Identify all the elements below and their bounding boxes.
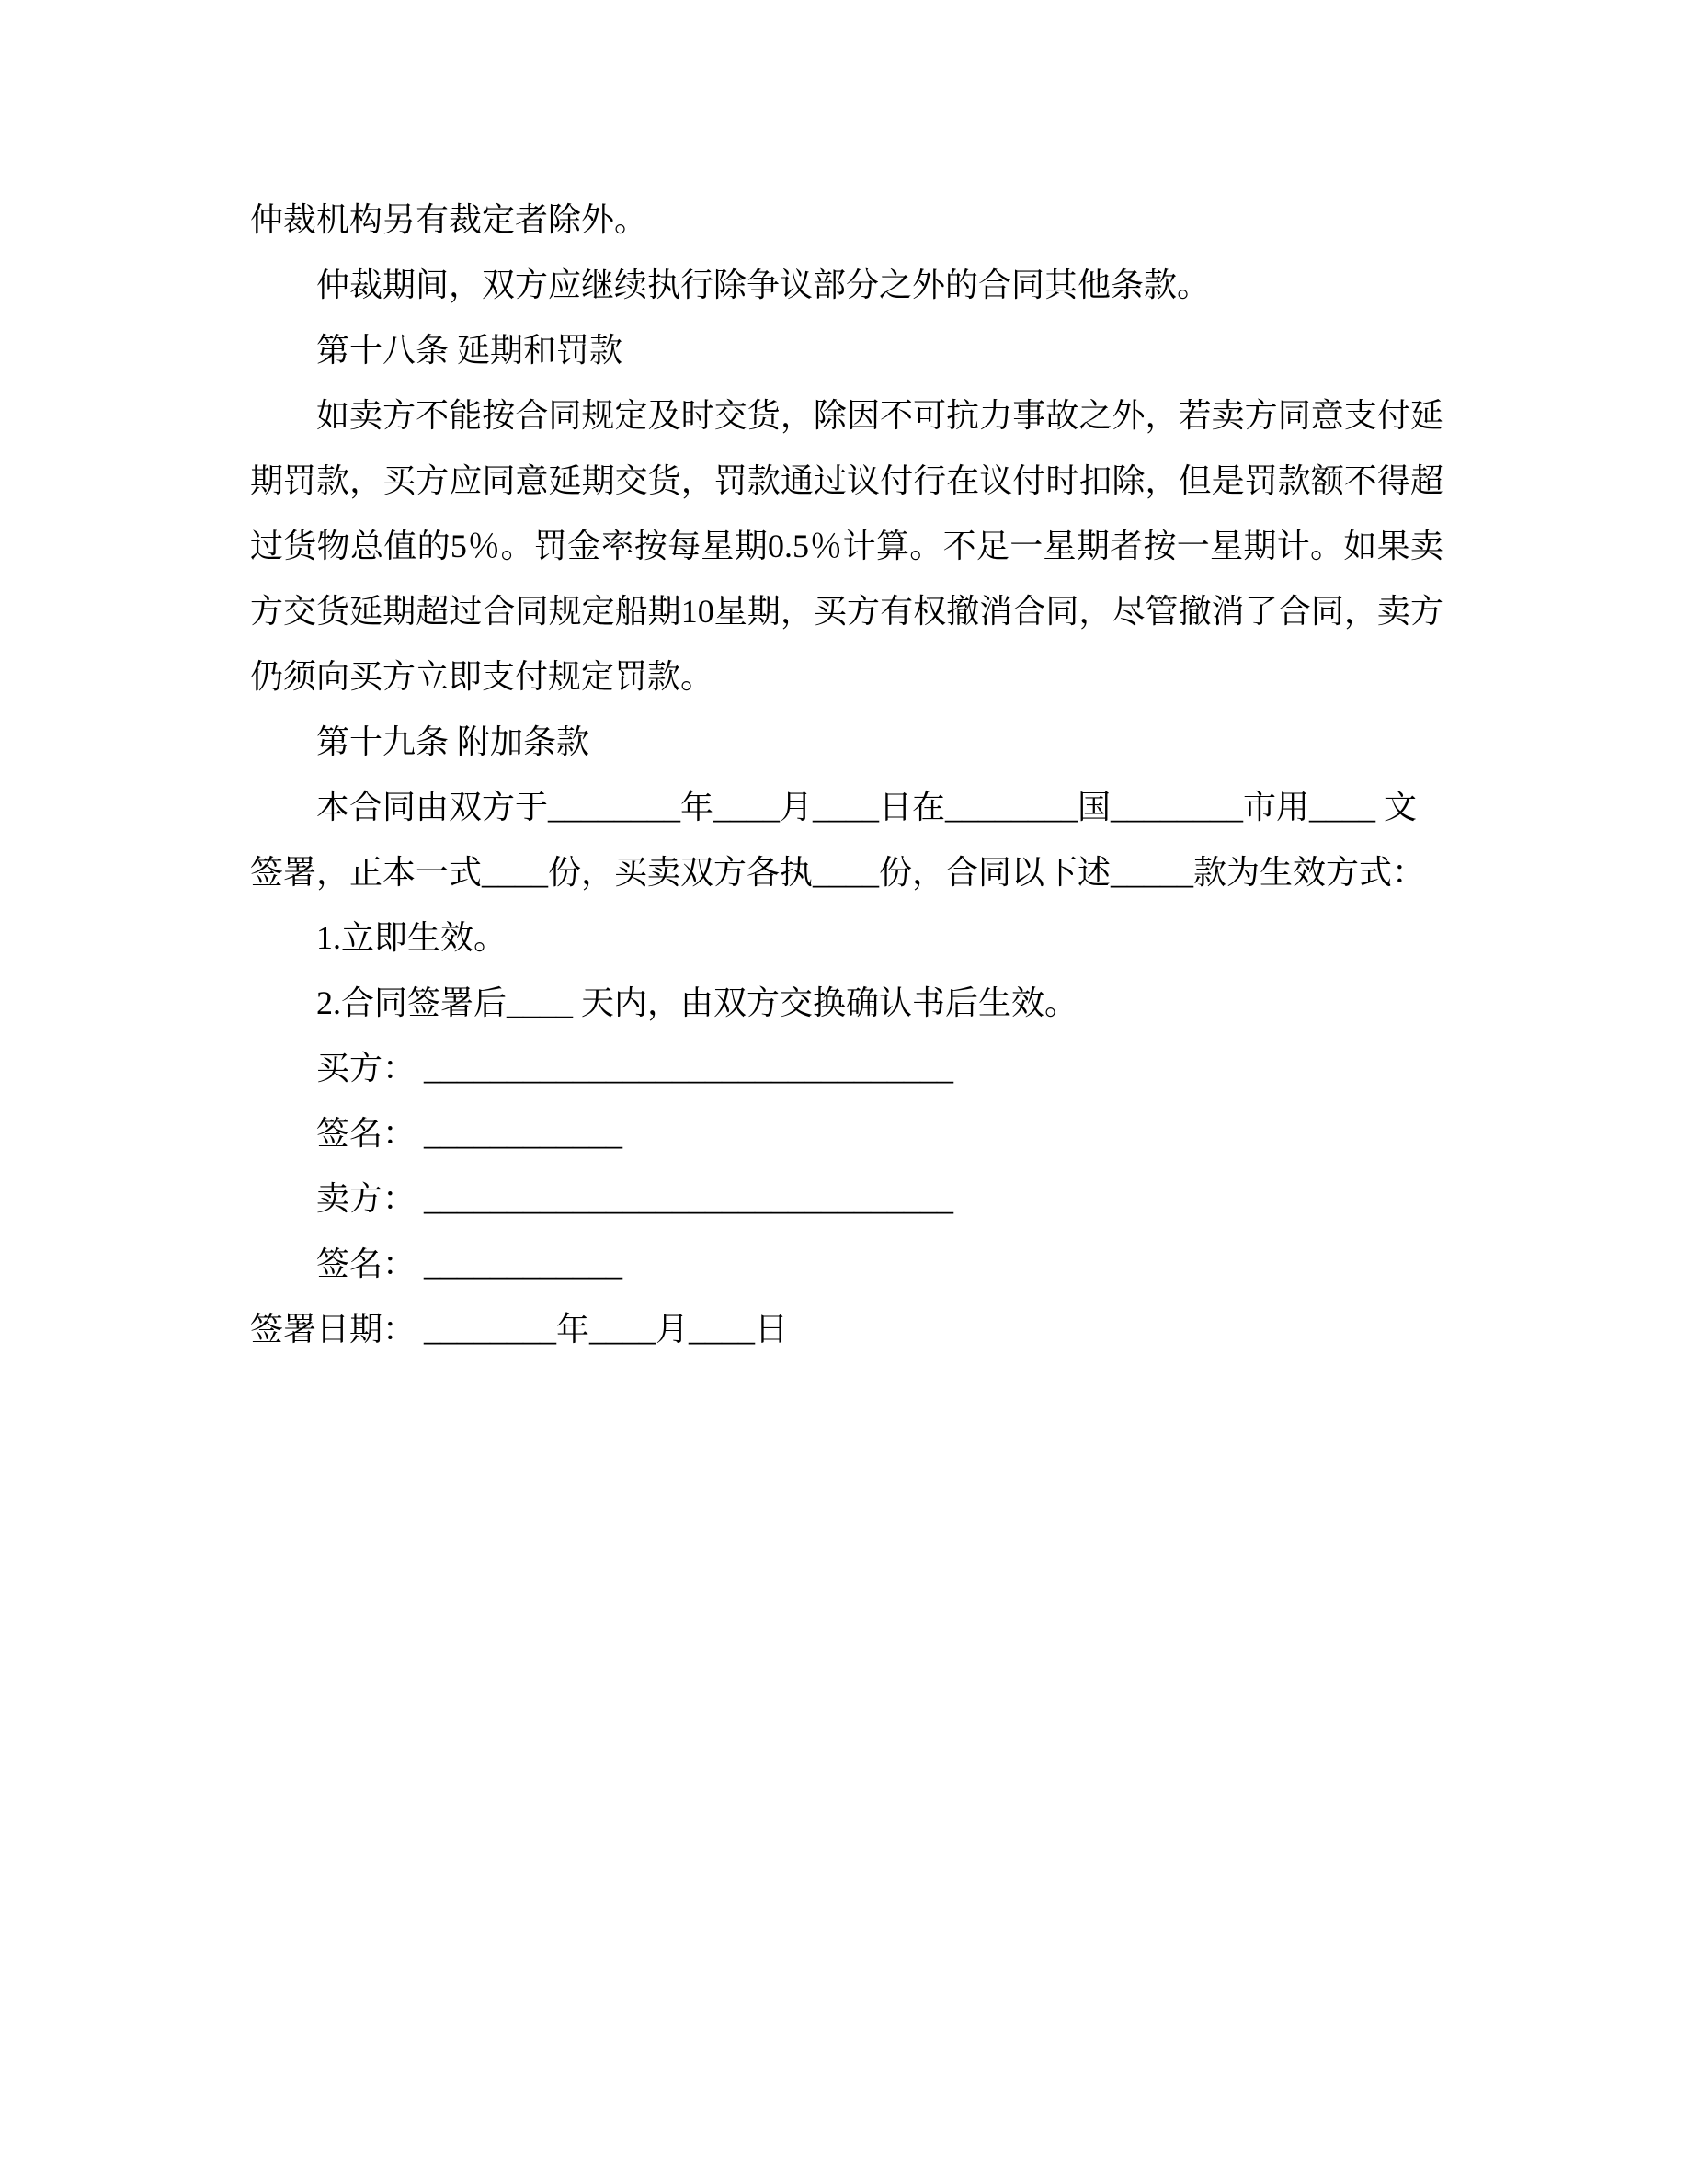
paragraph-article-19-body bbox=[250, 775, 1443, 905]
paragraph-article-18-body bbox=[250, 383, 1443, 710]
seller-sign-field: 签名： ____________ bbox=[316, 1246, 623, 1282]
article-19-line-2: 签署，正本一式____份，买卖双方各执____份，合同以下述_____款为生效方式： bbox=[250, 854, 1426, 891]
article-18-line-3: 过货物总值的5％。罚金率按每星期0.5％计算。不足一星期者按一星期计。如果卖 bbox=[250, 528, 1443, 564]
seller-name-field: 卖方： ________________________________ bbox=[316, 1180, 954, 1217]
heading-article-18: 第十八条 延期和罚款 bbox=[316, 332, 623, 369]
signing-date-field: 签署日期： ________年____月____日 bbox=[250, 1311, 789, 1348]
buyer-sign-field: 签名： ____________ bbox=[316, 1115, 623, 1152]
article-18-line-2: 期罚款，买方应同意延期交货，罚款通过议付行在议付时扣除，但是罚款额不得超 bbox=[250, 462, 1443, 499]
effective-mode-list bbox=[250, 905, 1443, 1036]
article-18-line-4: 方交货延期超过合同规定船期10星期，买方有权撤消合同，尽管撤消了合同，卖方 bbox=[250, 593, 1443, 630]
effective-mode-item-2: 2.合同签署后____ 天内，由双方交换确认书后生效。 bbox=[316, 984, 1078, 1021]
paragraph-arbitration-exception: 仲裁机构另有裁定者除外。 bbox=[250, 201, 648, 238]
heading-article-19: 第十九条 附加条款 bbox=[316, 723, 590, 760]
seller-signature-block bbox=[250, 1166, 1443, 1297]
article-18-line-5: 仍须向买方立即支付规定罚款。 bbox=[250, 658, 714, 695]
buyer-name-field: 买方： ________________________________ bbox=[316, 1050, 954, 1086]
paragraph-arbitration-continue: 仲裁期间，双方应继续执行除争议部分之外的合同其他条款。 bbox=[316, 267, 1211, 303]
buyer-signature-block bbox=[250, 1036, 1443, 1166]
article-18-line-1: 如卖方不能按合同规定及时交货，除因不可抗力事故之外，若卖方同意支付延 bbox=[316, 397, 1443, 434]
effective-mode-item-1: 1.立即生效。 bbox=[316, 919, 508, 956]
article-19-line-1: 本合同由双方于________年____月____日在________国________市用____ 文 bbox=[316, 789, 1418, 825]
